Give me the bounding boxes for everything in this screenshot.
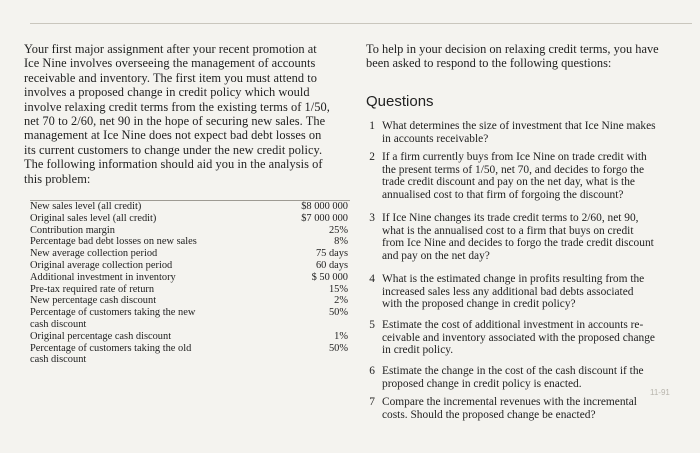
row-label: Additional investment in inventory — [30, 271, 176, 283]
table-row — [30, 284, 350, 296]
question-line: proposed change in credit policy is enacted. — [382, 377, 582, 390]
intro-line: To help in your decision on relaxing credit terms, you have — [366, 42, 659, 56]
row-value: 2% — [334, 295, 348, 307]
question-line: with the proposed change in credit policy? — [382, 298, 576, 311]
row-label: New percentage cash discount — [30, 295, 157, 307]
case-description — [24, 42, 362, 186]
row-value: 8% — [334, 236, 348, 248]
row-value: 50% — [328, 307, 348, 319]
row-value: $ 50 000 — [311, 271, 348, 283]
question-line: annualised cost to that firm of forgoing the discount? — [382, 188, 624, 201]
question-item — [366, 151, 696, 201]
case-line: management at Ice Nine does not expect bad debt losses on — [24, 128, 322, 143]
question-number: 3 — [369, 212, 375, 224]
row-value: 50% — [328, 342, 348, 354]
table-row — [30, 272, 350, 284]
question-line: ceivable and inventory associated with the proposed change — [382, 331, 655, 344]
row-label: New average collection period — [30, 248, 158, 260]
question-line: and pay on the net day? — [382, 249, 490, 262]
case-line: net 70 to 2/60, net 90 in the hope of securing new sales. The — [24, 114, 326, 129]
case-line: Your first major assignment after your recent promotion at — [24, 42, 317, 56]
question-text — [382, 120, 696, 145]
question-text — [382, 151, 696, 201]
case-line: receivable and inventory. The first item you must attend to — [24, 70, 318, 85]
case-line: Ice Nine involves overseeing the management of accounts — [24, 56, 316, 71]
table-row — [30, 236, 350, 248]
row-label: Pre-tax required rate of return — [30, 283, 155, 295]
row-label: Original sales level (all credit) — [30, 212, 157, 224]
question-line: Compare the incremental revenues with the incremental — [382, 396, 637, 408]
case-data-table — [30, 200, 350, 366]
question-line: increased sales less any additional bad debts associated — [382, 285, 634, 298]
table-row — [30, 354, 350, 366]
question-text — [382, 396, 696, 421]
question-line: the present terms of 1/50, net 70, and decides to forgo the — [382, 163, 645, 176]
question-line: If a firm currently buys from Ice Nine on trade credit with — [382, 151, 647, 163]
row-value: $8 000 000 — [301, 201, 348, 212]
top-divider — [30, 23, 692, 24]
question-item — [366, 319, 696, 357]
row-value: 15% — [328, 283, 348, 295]
table-row — [30, 225, 350, 237]
row-label: cash discount — [30, 354, 87, 366]
page-mark: 11-91 — [650, 388, 670, 397]
table-row — [30, 295, 350, 307]
question-number: 6 — [369, 365, 375, 377]
question-line: what is the annualised cost to a firm that buys on credit — [382, 224, 634, 237]
row-label: Percentage of customers taking the old — [30, 342, 192, 354]
question-item — [366, 365, 696, 390]
question-text — [382, 212, 696, 262]
table-row — [30, 213, 350, 225]
row-label: Percentage of customers taking the new — [30, 307, 196, 319]
row-label: Original percentage cash discount — [30, 330, 172, 342]
question-number: 2 — [369, 151, 375, 163]
question-number: 7 — [369, 396, 375, 408]
question-number: 1 — [369, 120, 375, 132]
question-text — [382, 365, 696, 390]
row-label: Contribution margin — [30, 224, 115, 236]
row-value: 75 days — [315, 248, 348, 260]
question-text — [382, 273, 696, 311]
table-row — [30, 260, 350, 272]
questions-intro — [366, 42, 696, 71]
question-line: in accounts receivable? — [382, 132, 489, 145]
row-label: Percentage bad debt losses on new sales — [30, 236, 197, 248]
case-line: The following information should aid you in the analysis of — [24, 157, 323, 172]
intro-line: been asked to respond to the following questions: — [366, 56, 612, 71]
question-item — [366, 212, 696, 262]
question-line: in credit policy. — [382, 344, 454, 357]
question-item — [366, 120, 696, 145]
question-line: What is the estimated change in profits resulting from the — [382, 273, 645, 285]
question-item — [366, 273, 696, 311]
question-line: from Ice Nine and decides to forgo the trade credit discount — [382, 237, 654, 250]
table-row — [30, 343, 350, 355]
row-value: 1% — [334, 330, 348, 342]
table-row — [30, 201, 350, 213]
row-value: $7 000 000 — [301, 212, 348, 224]
question-line: Estimate the change in the cost of the cash discount if the — [382, 365, 644, 377]
table-row — [30, 248, 350, 260]
table-row — [30, 307, 350, 319]
case-paragraph — [24, 42, 362, 186]
questions-heading: Questions — [366, 93, 434, 110]
question-line: If Ice Nine changes its trade credit terms to 2/60, net 90, — [382, 212, 639, 224]
row-label: New sales level (all credit) — [30, 201, 142, 212]
row-value: 60 days — [315, 259, 348, 271]
case-line: involves a proposed change in credit policy which would — [24, 85, 310, 100]
question-line: costs. Should the proposed change be enacted? — [382, 408, 596, 421]
question-line: Estimate the cost of additional investment in accounts re- — [382, 319, 644, 331]
case-line: its current customers to change under the new credit policy. — [24, 142, 323, 157]
question-number: 5 — [369, 319, 375, 331]
row-label: Original average collection period — [30, 259, 173, 271]
table-row — [30, 331, 350, 343]
row-value: 25% — [328, 224, 348, 236]
case-line: this problem: — [24, 171, 91, 186]
question-text — [382, 319, 696, 357]
question-item — [366, 396, 696, 421]
case-line: involve relaxing credit terms from the existing terms of 1/50, — [24, 99, 330, 114]
question-line: trade credit discount and pay on the net day, what is the — [382, 176, 635, 189]
table-row — [30, 319, 350, 331]
row-label: cash discount — [30, 318, 87, 330]
question-line: What determines the size of investment that Ice Nine makes — [382, 120, 656, 132]
question-number: 4 — [369, 273, 375, 285]
